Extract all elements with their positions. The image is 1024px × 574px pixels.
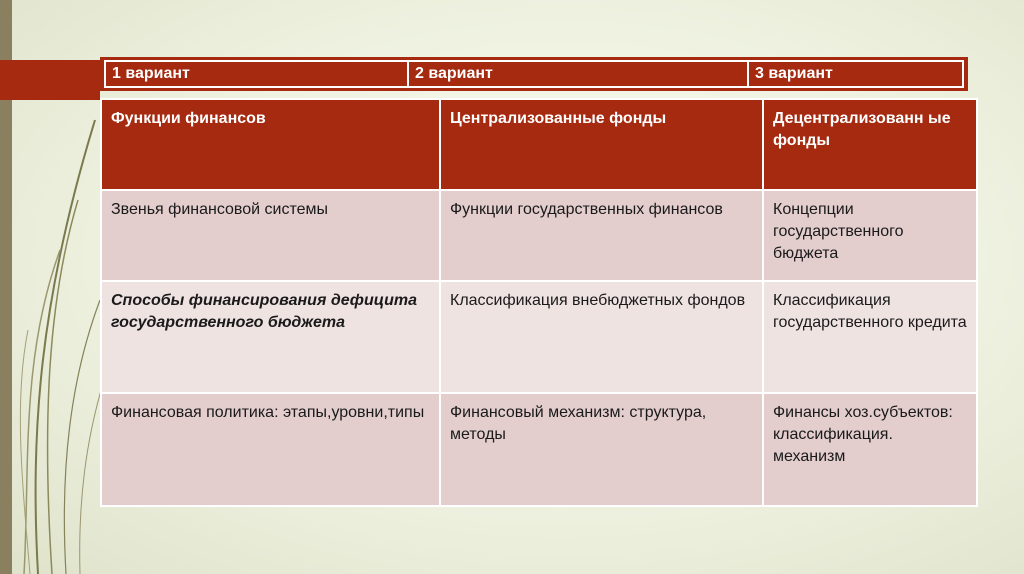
table-row: [101, 393, 977, 506]
table-cell: Финансовый механизм: структура, методы: [440, 393, 763, 506]
table-cell: Функции государственных финансов: [440, 190, 763, 281]
table-cell: Концепции государственного бюджета: [763, 190, 977, 281]
table-cell: Финансы хоз.субъектов: классификация. механизм: [763, 393, 977, 506]
table-row: [101, 190, 977, 281]
table-cell: Финансовая политика: этапы,уровни,типы: [101, 393, 440, 506]
table-row: [101, 281, 977, 393]
variant-3[interactable]: 3 вариант: [755, 65, 833, 82]
variant-2[interactable]: 2 вариант: [409, 62, 749, 86]
variant-1[interactable]: 1 вариант: [106, 62, 409, 86]
header-cell: Централизованные фонды: [440, 99, 763, 190]
variant-bar: [100, 57, 968, 91]
table-cell: Звенья финансовой системы: [101, 190, 440, 281]
header-cell: Функции финансов: [101, 99, 440, 190]
header-cell: Децентрализованн ые фонды: [763, 99, 977, 190]
table-cell: Классификация государственного кредита: [763, 281, 977, 393]
table-cell: Способы финансирования дефицита государственного бюджета: [101, 281, 440, 393]
table-header-row: [101, 99, 977, 190]
table-cell: Классификация внебюджетных фондов: [440, 281, 763, 393]
functions-table: [100, 98, 978, 507]
